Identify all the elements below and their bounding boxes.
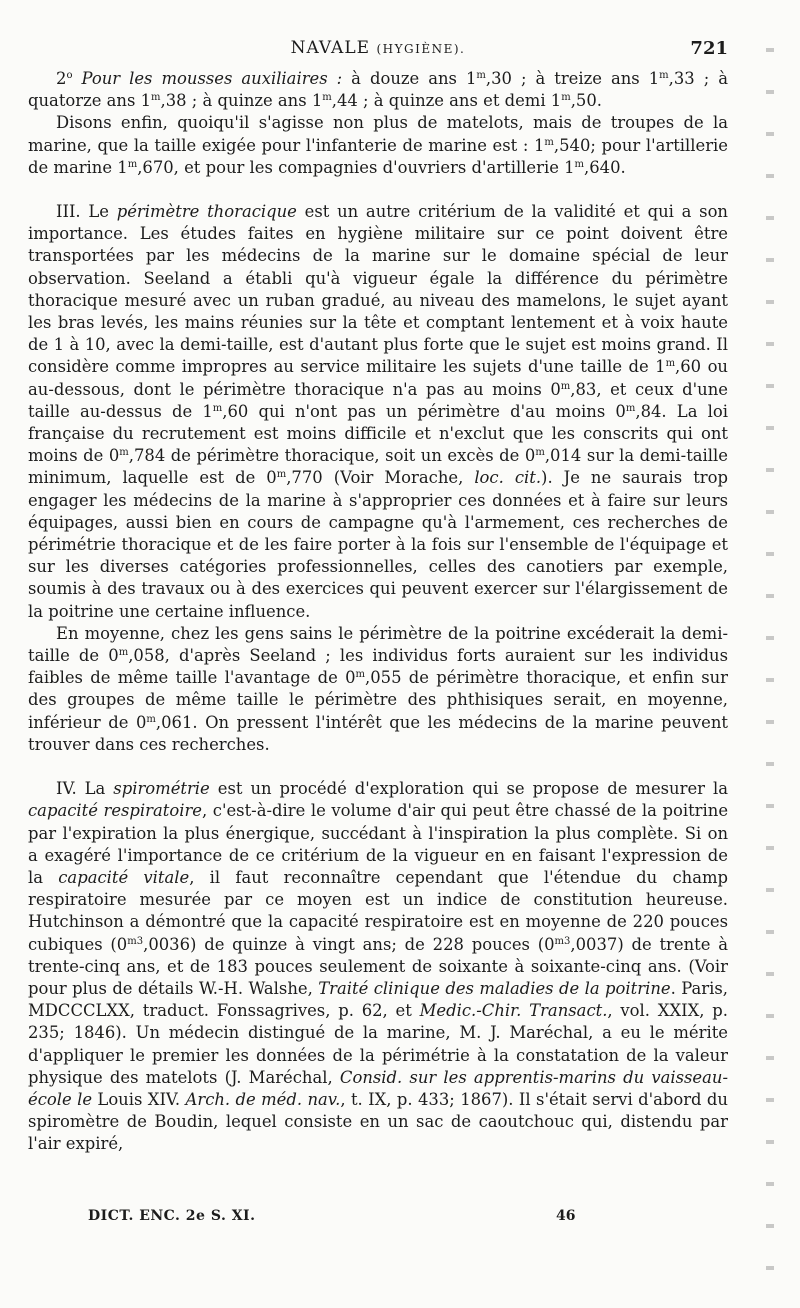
paragraph-moyenne: En moyenne, chez les gens sains le périmètre de la poitrine excéderait la demi-taille de 0$^m$,058, d'après Seeland ; les individus forts auraient sur les individus faibles de même taille l'avantage de 0$^m$,055 de périmètre thoracique, et enfin sur des groupes de même taille le périmètre des phthisiques serait, en moyenne, inférieur de 0$^m$,061. On pressent l'intérêt que les médecins de la marine peuvent trouver dans ces recherches.: [28, 623, 729, 754]
page-footer: [28, 1208, 728, 1230]
page-number: 721: [690, 38, 728, 59]
running-title-main: NAVALE: [290, 38, 371, 58]
page-body: [28, 68, 728, 1156]
paragraph-mousses: 2$^o$ Pour les mousses auxiliaires : à douze ans 1$^m$,30 ; à treize ans 1$^m$,33 ; à quatorze ans 1$^m$,38 ; à quinze ans 1$^m$,44 ; à quinze ans et demi 1$^m$,50.: [28, 69, 728, 111]
paragraph-perimetre-thoracique: III. Le périmètre thoracique est un autre critérium de la validité et qui a son importance. Les études faites en hygiène militaire sur ce point doivent être transportées par les médecins de la marine sur le domaine spécial de leur observation. Seeland a établi qu'à vigueur égale la différence du périmètre thoracique mesuré avec un ruban gradué, au niveau des mamelons, le sujet ayant les bras levés, les mains réunies sur la tête et comptant lentement et à voix haute de 1 à 10, avec la demi-taille, est d'autant plus forte que le sujet est moins grand. Il considère comme impropres au service militaire les sujets d'une taille de 1$^m$,60 ou au-dessous, dont le périmètre thoracique n'a pas au moins 0$^m$,83, et ceux d'une taille au-dessus de 1$^m$,60 qui n'ont pas un périmètre d'au moins 0$^m$,84. La loi française du recrutement est moins difficile et n'exclut que les conscrits qui ont moins de 0$^m$,784 de périmètre thoracique, soit un excès de 0$^m$,014 sur la demi-taille minimum, laquelle est de 0$^m$,770 (Voir Morache, loc. cit.). Je ne saurais trop engager les médecins de la marine à s'approprier ces données et à faire sur leurs équipages, aussi bien en cours de campagne qu'à l'armement, ces recherches de périmétrie thoracique et de les faire porter à la fois sur l'ensemble de l'équipage et sur les diverses catégories professionnelles, celles des canotiers par exemple, soumis à des travaux ou à des exercices qui peuvent exercer sur l'élargissement de la poitrine une certaine influence.: [28, 202, 728, 621]
signature-mark: DICT. ENC. 2e S. XI.: [88, 1208, 256, 1224]
sheet-number: 46: [556, 1208, 576, 1224]
paragraph-troupes-marine: Disons enfin, quoiqu'il s'agisse non plus de matelots, mais de troupes de la marine, que la taille exigée pour l'infanterie de marine est : 1$^m$,540; pour l'artillerie de marine 1$^m$,670, et pour les compagnies d'ouvriers d'artillerie 1$^m$,640.: [28, 113, 728, 177]
paragraph-spirometrie: IV. La spirométrie est un procédé d'exploration qui se propose de mesurer la capacité respiratoire, c'est-à-dire le volume d'air qui peut être chassé de la poitrine par l'expiration la plus énergique, succédant à l'inspiration la plus complète. Si on a exagéré l'importance de ce critérium de la vigueur en en faisant l'expression de la capacité vitale, il faut reconnaître cependant que l'étendue du champ respiratoire mesurée par ce moyen est un indice de constitution heureuse. Hutchinson a démontré que la capacité respiratoire est en moyenne de 220 pouces cubiques $(0^{m3},0036)$ de quinze à vingt ans; de 228 pouces $(0^{m3},0037)$ de trente à trente-cinq ans, et de 183 pouces seulement de soixante à soixante-cinq ans. (Voir pour plus de détails W.-H. Walshe, Traité clinique des maladies de la poitrine. Paris, MDCCCLXX, traduct. Fonssagrives, p. 62, et Medic.-Chir. Transact., vol. XXIX, p. 235; 1846). Un médecin distingué de la marine, M. J. Maréchal, a eu le mérite d'appliquer le premier les données de la périmétrie à la constatation de la valeur physique des matelots (J. Maréchal, Consid. sur les apprentis-marins du vaisseau-école le Louis XIV. Arch. de méd. nav., t. IX, p. 433; 1867). Il s'était servi d'abord du spiromètre de Boudin, lequel consiste en un sac de caoutchouc qui, distendu par l'air expiré,: [28, 779, 729, 1154]
margin-scan-marks: [766, 10, 774, 1280]
page-header: [28, 38, 728, 68]
running-title-section: (HYGIÈNE).: [376, 42, 466, 56]
running-title: [28, 38, 728, 58]
